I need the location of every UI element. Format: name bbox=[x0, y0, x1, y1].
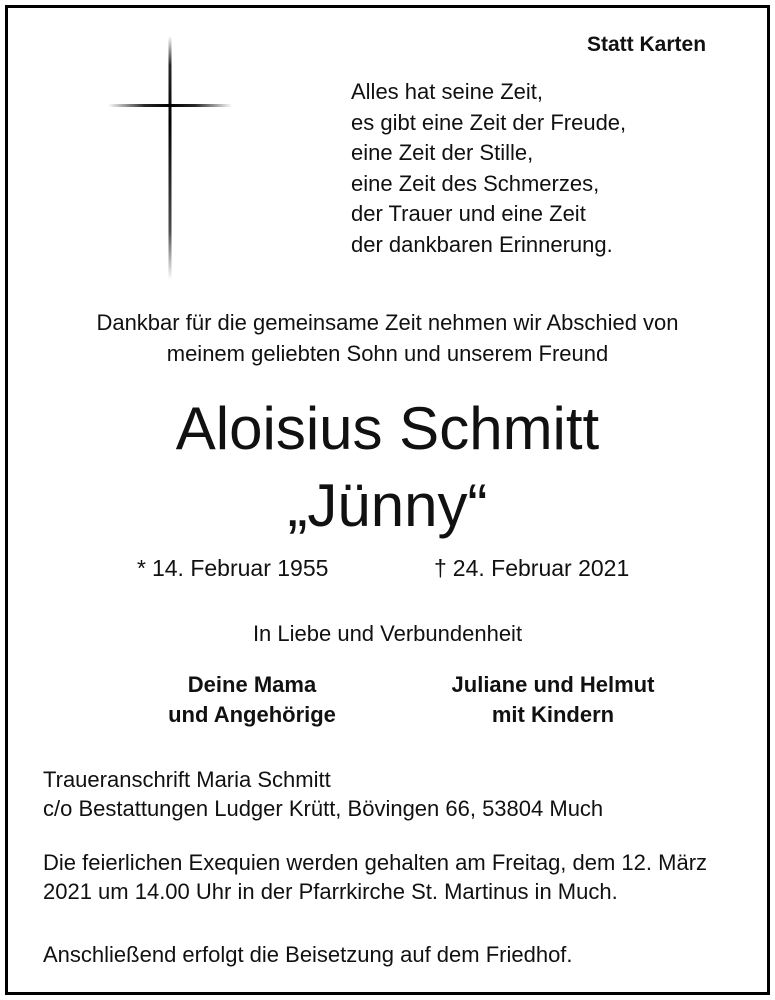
death-symbol: † bbox=[434, 555, 447, 581]
intro-text bbox=[0, 307, 775, 369]
address-line: Traueranschrift Maria Schmitt bbox=[43, 767, 331, 792]
mourner-line: und Angehörige bbox=[168, 702, 336, 727]
birth-date-line bbox=[137, 555, 328, 582]
poem-line: der Trauer und eine Zeit bbox=[351, 201, 586, 226]
address-line: c/o Bestattungen Ludger Krütt, Bövingen 66, 53804 Much bbox=[43, 796, 604, 821]
poem-line: Alles hat seine Zeit, bbox=[351, 79, 543, 104]
death-date-line bbox=[434, 555, 629, 582]
deceased-name: Aloisius Schmitt bbox=[175, 395, 600, 462]
deceased-nickname: „Jünny“ bbox=[287, 472, 488, 539]
birth-symbol: * bbox=[137, 555, 146, 581]
poem-line: es gibt eine Zeit der Freude, bbox=[351, 109, 627, 135]
poem-line: der dankbaren Erinnerung. bbox=[351, 231, 613, 257]
poem-line: eine Zeit des Schmerzes, bbox=[351, 170, 600, 196]
closing-text: In Liebe und Verbundenheit bbox=[252, 621, 523, 646]
statt-karten-label: Statt Karten bbox=[587, 33, 707, 56]
death-date: 24. Februar 2021 bbox=[452, 555, 630, 581]
cross-icon bbox=[108, 36, 232, 280]
burial-info: Anschließend erfolgt die Beisetzung auf dem Friedhof. bbox=[43, 942, 573, 967]
mourners-left bbox=[117, 670, 387, 730]
birth-date: 14. Februar 1955 bbox=[151, 555, 329, 581]
mourner-line: Deine Mama bbox=[187, 672, 317, 697]
mourner-line: Juliane und Helmut bbox=[451, 672, 655, 697]
poem-line: eine Zeit der Stille, bbox=[351, 140, 534, 165]
service-info: Die feierlichen Exequien werden gehalten am Freitag, dem 12. März 2021 um 14.00 Uhr in der Pfarrkirche St. Martinus in Much. bbox=[43, 850, 708, 904]
poem bbox=[351, 77, 626, 260]
intro-line: Dankbar für die gemeinsame Zeit nehmen wir Abschied von bbox=[96, 310, 679, 335]
mourner-line: mit Kindern bbox=[491, 702, 615, 727]
mourning-address bbox=[43, 765, 603, 823]
mourners-right bbox=[418, 670, 688, 730]
intro-line: meinem geliebten Sohn und unserem Freund bbox=[166, 341, 609, 366]
